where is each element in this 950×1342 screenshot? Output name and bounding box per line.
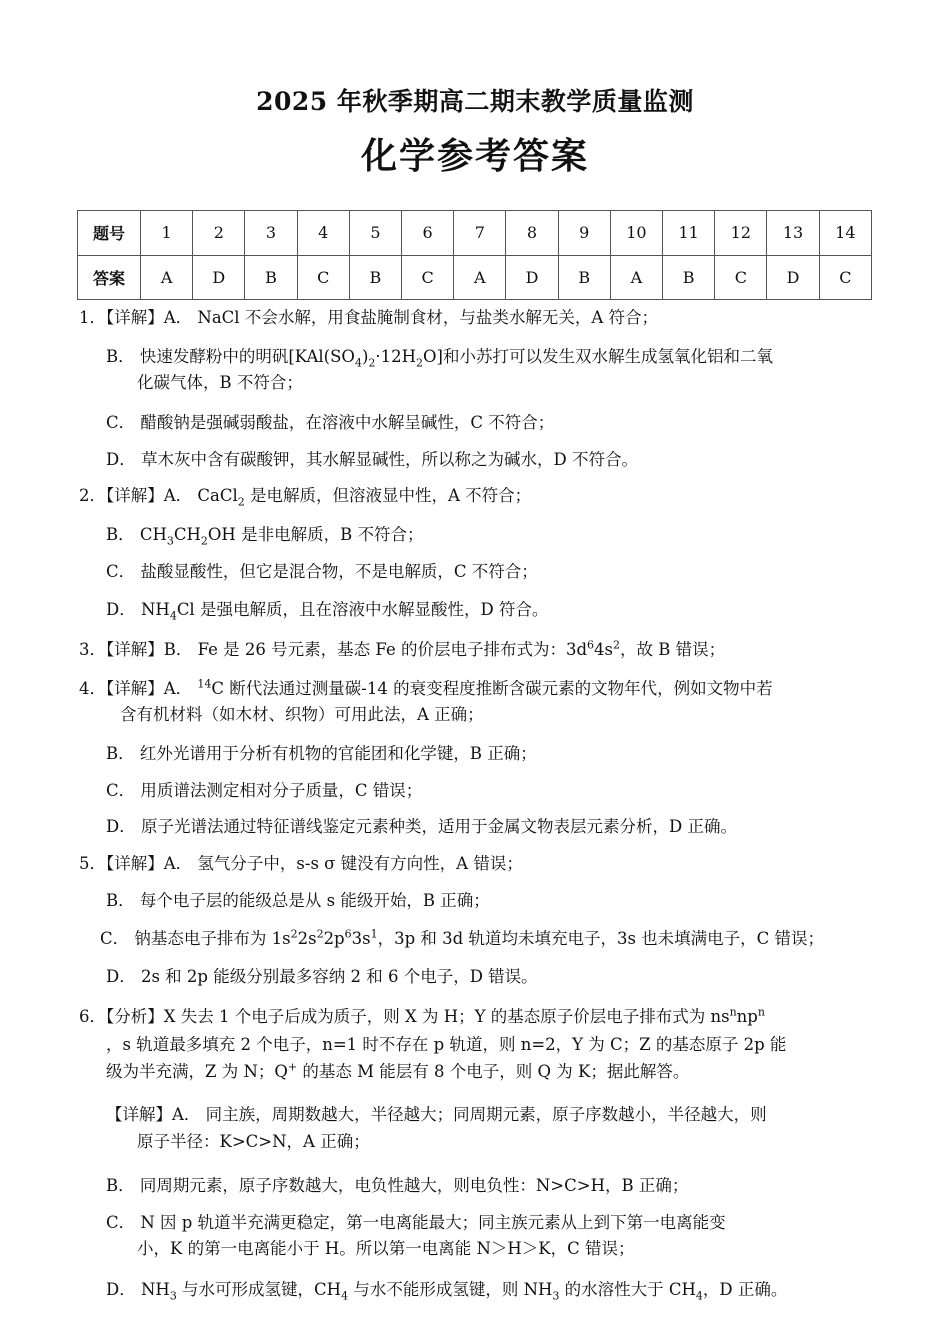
answer-key-title: 化学参考答案 xyxy=(360,135,589,177)
row-label-number: 题号 xyxy=(78,211,141,256)
q5-c-text: ，3p 和 3d 轨道均未填充电子，3s 也未填满电子，C 错误； xyxy=(377,929,825,948)
q2-d-text: D． NH xyxy=(106,600,170,619)
q6-option-c-line2: 小，K 的第一电离能小于 H。所以第一电离能 N＞H＞K，C 错误； xyxy=(137,1239,635,1258)
q2-b-text: CH xyxy=(173,525,201,544)
q2-option-c: C． 盐酸显酸性，但它是混合物，不是电解质，C 不符合； xyxy=(106,562,538,581)
question-number: 12 xyxy=(715,211,767,256)
q6-analysis-line3 xyxy=(106,1061,689,1083)
q6-option-c-line1: C． N 因 p 轨道半充满更稳定，第一电离能最大；同主族元素从上到下第一电离能变 xyxy=(106,1213,726,1232)
q2-b-sub: 2 xyxy=(200,534,208,548)
q1-b-text: O]和小苏打可以发生双水解生成氢氧化铝和二氧 xyxy=(423,347,773,366)
q2-b-text: B． CH xyxy=(106,525,167,544)
q6-option-d xyxy=(106,1279,787,1301)
q2-option-a xyxy=(79,485,531,507)
q6-option-a-line2: 原子半径：K>C>N，A 正确； xyxy=(137,1132,370,1151)
q2-option-d xyxy=(106,599,548,621)
question-number: 11 xyxy=(663,211,715,256)
q5-c-sup: 2 xyxy=(290,927,298,941)
q5-c-sup: 2 xyxy=(316,927,324,941)
q5-c-text: 2p xyxy=(323,929,345,948)
answer-cell: C xyxy=(715,255,767,300)
q6-d-text: D． NH xyxy=(106,1280,170,1299)
q2-b-text: OH 是非电解质，B 不符合； xyxy=(207,525,424,544)
q5-c-text: 3s xyxy=(351,929,371,948)
q6-analysis-line2: ，s 轨道最多填充 2 个电子，n=1 时不存在 p 轨道，则 n=2，Y 为 C；Z 的基态原子 2p 能 xyxy=(106,1035,787,1054)
answer-cell: C xyxy=(297,255,349,300)
q1-b-text: ·12H xyxy=(375,347,417,366)
q6-d-text: 与水可形成氢键，CH xyxy=(176,1280,342,1299)
q1-b-sub: 2 xyxy=(368,356,376,370)
answer-cell: B xyxy=(558,255,610,300)
answer-cell: C xyxy=(819,255,871,300)
q3-sup: 6 xyxy=(587,638,595,652)
answer-cell: A xyxy=(610,255,662,300)
answer-cell: B xyxy=(349,255,401,300)
q6-an-text: 的基态 M 能层有 8 个电子，则 Q 为 K；据此解答。 xyxy=(297,1062,690,1081)
answer-cell: B xyxy=(663,255,715,300)
q6-an-sup: n xyxy=(757,1005,765,1019)
q5-option-c xyxy=(100,928,824,950)
q6-an-text: 级为半充满，Z 为 N；Q xyxy=(106,1062,288,1081)
q1-b-text: ) xyxy=(361,347,369,366)
q4-option-a-line1 xyxy=(79,678,773,700)
answer-cell: C xyxy=(402,255,454,300)
q1-b-sub: 4 xyxy=(354,356,362,370)
q1-option-b-line1 xyxy=(106,346,773,368)
q6-option-b: B． 同周期元素，原子序数越大，电负性越大，则电负性：N>C>H，B 正确； xyxy=(106,1176,689,1195)
question-number: 4 xyxy=(297,211,349,256)
q1-option-c: C． 醋酸钠是强碱弱酸盐，在溶液中水解呈碱性，C 不符合； xyxy=(106,413,555,432)
question-number: 8 xyxy=(506,211,558,256)
q6-option-a-line1: 【详解】A． 同主族，周期数越大，半径越大；同周期元素，原子序数越小，半径越大，则 xyxy=(106,1105,767,1124)
q2-a-sub: 2 xyxy=(237,495,245,509)
q5-option-b: B． 每个电子层的能级总是从 s 能级开始，B 正确； xyxy=(106,891,490,910)
question-number: 1 xyxy=(141,211,193,256)
question-number: 7 xyxy=(454,211,506,256)
q6-d-text: ，D 正确。 xyxy=(702,1280,788,1299)
question-number: 6 xyxy=(402,211,454,256)
question-number: 2 xyxy=(193,211,245,256)
answer-cell: D xyxy=(506,255,558,300)
q3-answer xyxy=(79,639,725,661)
q4-a-text: 4．【详解】A． xyxy=(79,679,198,698)
q2-a-text: 是电解质，但溶液显中性，A 不符合； xyxy=(244,486,532,505)
q2-option-b xyxy=(106,524,423,546)
q5-c-sup: 6 xyxy=(344,927,352,941)
q1-b-text: B． 快速发酵粉中的明矾[KAl(SO xyxy=(106,347,355,366)
question-number: 9 xyxy=(558,211,610,256)
q5-option-d: D． 2s 和 2p 能级分别最多容纳 2 和 6 个电子，D 错误。 xyxy=(106,967,538,986)
question-number: 14 xyxy=(819,211,871,256)
q2-d-sub: 4 xyxy=(169,609,177,623)
question-number-row xyxy=(78,211,872,256)
q3-text: 3．【详解】B． Fe 是 26 号元素，基态 Fe 的价层电子排布式为：3d xyxy=(79,640,588,659)
q4-option-d: D． 原子光谱法通过特征谱线鉴定元素种类，适用于金属文物表层元素分析，D 正确。 xyxy=(106,817,737,836)
q4-a-text: C 断代法通过测量碳-14 的衰变程度推断含碳元素的文物年代，例如文物中若 xyxy=(211,679,773,698)
question-number: 5 xyxy=(349,211,401,256)
q5-c-text: 2s xyxy=(297,929,317,948)
question-number: 13 xyxy=(767,211,819,256)
q2-b-sub: 3 xyxy=(166,534,174,548)
q6-an-text: np xyxy=(736,1007,758,1026)
answer-cell: B xyxy=(245,255,297,300)
exam-title: 2025 年秋季期高二期末教学质量监测 xyxy=(256,87,694,116)
q4-option-a-line2: 含有机材料（如木材、织物）可用此法，A 正确； xyxy=(120,705,484,724)
q6-d-sub: 3 xyxy=(169,1289,177,1303)
answer-cell: D xyxy=(193,255,245,300)
q1-option-a: 1．【详解】A． NaCl 不会水解，用食盐腌制食材，与盐类水解无关，A 符合； xyxy=(79,308,658,327)
q4-a-sup: 14 xyxy=(197,677,212,691)
row-label-answer: 答案 xyxy=(78,255,141,300)
q4-option-c: C． 用质谱法测定相对分子质量，C 错误； xyxy=(106,781,423,800)
q1-b-sub: 2 xyxy=(416,356,424,370)
q5-c-text: C． 钠基态电子排布为 1s xyxy=(100,929,291,948)
q6-d-sub: 3 xyxy=(552,1289,560,1303)
q6-d-sub: 4 xyxy=(695,1289,703,1303)
q3-sup: 2 xyxy=(613,638,620,652)
question-number: 10 xyxy=(610,211,662,256)
q1-option-b-line2: 化碳气体，B 不符合； xyxy=(137,373,303,392)
q3-text: ，故 B 错误； xyxy=(620,640,726,659)
q5-c-sup: 1 xyxy=(370,927,378,941)
answer-cell: A xyxy=(141,255,193,300)
q6-d-text: 的水溶性大于 CH xyxy=(559,1280,696,1299)
q2-a-text: 2．【详解】A． CaCl xyxy=(79,486,238,505)
q4-option-b: B． 红外光谱用于分析有机物的官能团和化学键，B 正确； xyxy=(106,744,537,763)
q6-analysis-line1 xyxy=(79,1006,765,1028)
answer-cell: A xyxy=(454,255,506,300)
q1-option-d: D． 草木灰中含有碳酸钾，其水解显碱性，所以称之为碱水，D 不符合。 xyxy=(106,450,638,469)
q6-an-sup: + xyxy=(287,1060,298,1074)
q6-an-text: 6．【分析】X 失去 1 个电子后成为质子，则 X 为 H；Y 的基态原子价层电子排布式为 ns xyxy=(79,1007,730,1026)
answer-cell: D xyxy=(767,255,819,300)
question-number: 3 xyxy=(245,211,297,256)
q6-an-sup: n xyxy=(729,1005,737,1019)
q2-d-text: Cl 是强电解质，且在溶液中水解显酸性，D 符合。 xyxy=(176,600,549,619)
q5-option-a: 5．【详解】A． 氢气分子中，s-s σ 键没有方向性，A 错误； xyxy=(79,854,523,873)
answer-table xyxy=(77,210,872,300)
q3-text: 4s xyxy=(594,640,613,659)
q6-d-sub: 4 xyxy=(341,1289,349,1303)
q6-d-text: 与水不能形成氢键，则 NH xyxy=(348,1280,553,1299)
answer-row xyxy=(78,255,872,300)
